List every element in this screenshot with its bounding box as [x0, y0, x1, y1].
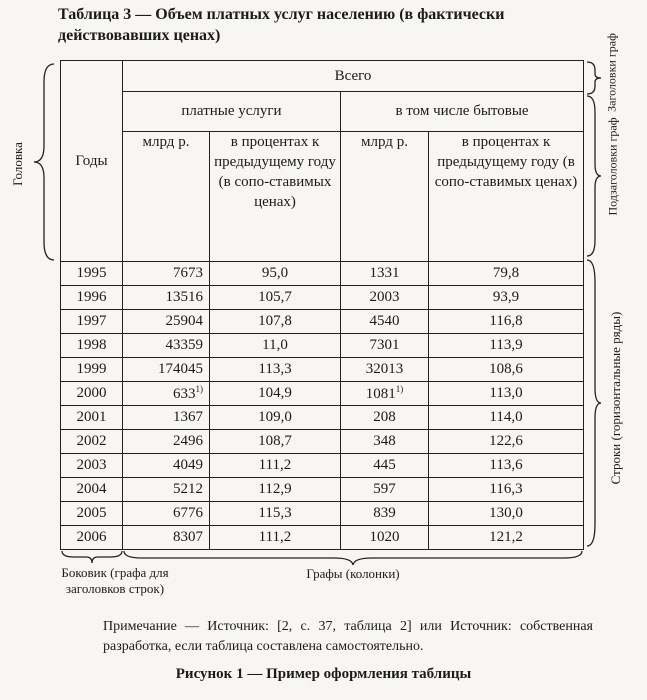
zagolovki-brace [585, 60, 603, 96]
household-bln-cell: 597 [341, 478, 429, 502]
paid-bln-cell: 633$^{1)}$ [123, 382, 210, 406]
paid-bln-cell: 7673 [123, 262, 210, 286]
household-percent-cell: 79,8 [429, 262, 584, 286]
household-bln-cell: 839 [341, 502, 429, 526]
footnote-mark: 1) [395, 384, 404, 394]
paid-percent-cell: 105,7 [210, 286, 341, 310]
table-title: Таблица 3 — Объем платных услуг населению (в фактически действовавших ценах) [58, 6, 505, 44]
year-cell: 1996 [61, 286, 123, 310]
household-bln-cell: 445 [341, 454, 429, 478]
table-row [61, 502, 584, 526]
paid-percent-cell: 113,3 [210, 358, 341, 382]
year-cell: 2005 [61, 502, 123, 526]
paid-percent-cell: 104,9 [210, 382, 341, 406]
paid-bln-cell: 8307 [123, 526, 210, 550]
bokovik-label: Боковик (графа для заголовков строк) [61, 565, 169, 596]
table-row [61, 478, 584, 502]
paid-bln-cell: 13516 [123, 286, 210, 310]
podzagolovki-brace [585, 94, 603, 258]
table-row [61, 526, 584, 550]
household-bln-cell: 1020 [341, 526, 429, 550]
year-cell: 2004 [61, 478, 123, 502]
paid-bln-cell: 6776 [123, 502, 210, 526]
header-vsego: Всего [123, 61, 584, 92]
household-bln-cell: 1081$^{1)}$ [341, 382, 429, 406]
stroki-brace [585, 258, 603, 548]
paid-bln-cell: 4049 [123, 454, 210, 478]
household-percent-cell: 113,6 [429, 454, 584, 478]
stroki-label: Строки (горизонтальные ряды) [608, 311, 623, 485]
table-row [61, 382, 584, 406]
household-percent-cell: 114,0 [429, 406, 584, 430]
household-percent-cell: 116,8 [429, 310, 584, 334]
household-bln-cell: 2003 [341, 286, 429, 310]
header-household-services: в том числе бытовые [341, 92, 584, 132]
year-cell: 2003 [61, 454, 123, 478]
table-row [61, 334, 584, 358]
table-row [61, 454, 584, 478]
paid-bln-cell: 1367 [123, 406, 210, 430]
grafy-label: Графы (колонки) [306, 566, 400, 581]
household-percent-cell: 93,9 [429, 286, 584, 310]
table-row [61, 310, 584, 334]
year-cell: 2006 [61, 526, 123, 550]
paid-bln-cell: 25904 [123, 310, 210, 334]
golovka-label: Головка [10, 142, 25, 186]
table-row [61, 286, 584, 310]
table-row [61, 430, 584, 454]
table-row [61, 358, 584, 382]
footnote-mark: 1) [195, 384, 203, 394]
paid-bln-cell: 43359 [123, 334, 210, 358]
header-bln-household: млрд р. [341, 132, 429, 262]
household-bln-cell: 4540 [341, 310, 429, 334]
podzagolovki-label: Подзаголовки граф [605, 117, 620, 216]
table-note: Примечание — Источник: [2, с. 37, таблица 2] или Источник: собственная разработка, если таблица составлена самостоятельно. [103, 619, 593, 654]
header-paid-services: платные услуги [123, 92, 341, 132]
data-table [60, 60, 584, 550]
bokovik-brace [60, 549, 124, 565]
paid-percent-cell: 111,2 [210, 526, 341, 550]
household-percent-cell: 121,2 [429, 526, 584, 550]
household-percent-cell: 130,0 [429, 502, 584, 526]
paid-percent-cell: 109,0 [210, 406, 341, 430]
paid-percent-cell: 11,0 [210, 334, 341, 358]
year-cell: 1995 [61, 262, 123, 286]
household-bln-cell: 348 [341, 430, 429, 454]
paid-percent-cell: 111,2 [210, 454, 341, 478]
table-row [61, 406, 584, 430]
year-cell: 1999 [61, 358, 123, 382]
paid-percent-cell: 112,9 [210, 478, 341, 502]
paid-bln-cell: 5212 [123, 478, 210, 502]
paid-bln-cell: 174045 [123, 358, 210, 382]
paid-percent-cell: 115,3 [210, 502, 341, 526]
paid-bln-cell: 2496 [123, 430, 210, 454]
household-percent-cell: 116,3 [429, 478, 584, 502]
paid-percent-cell: 108,7 [210, 430, 341, 454]
household-percent-cell: 113,9 [429, 334, 584, 358]
grafy-brace [122, 549, 584, 567]
paid-percent-cell: 107,8 [210, 310, 341, 334]
household-bln-cell: 1331 [341, 262, 429, 286]
table-row [61, 262, 584, 286]
household-percent-cell: 108,6 [429, 358, 584, 382]
household-bln-cell: 208 [341, 406, 429, 430]
header-percent-paid: в процентах к предыдущему году (в сопо-ставимых ценах) [210, 132, 341, 262]
header-bln-paid: млрд р. [123, 132, 210, 262]
household-bln-cell: 32013 [341, 358, 429, 382]
golovka-brace [30, 62, 58, 262]
household-bln-cell: 7301 [341, 334, 429, 358]
year-cell: 2000 [61, 382, 123, 406]
year-cell: 2002 [61, 430, 123, 454]
zagolovki-label: Заголовки граф [604, 33, 619, 112]
year-cell: 1997 [61, 310, 123, 334]
figure-caption: Рисунок 1 — Пример оформления таблицы [175, 666, 472, 682]
year-cell: 2001 [61, 406, 123, 430]
header-years: Годы [61, 61, 123, 262]
paid-percent-cell: 95,0 [210, 262, 341, 286]
year-cell: 1998 [61, 334, 123, 358]
header-percent-household: в процентах к предыдущему году (в сопо-ставимых ценах) [429, 132, 584, 262]
household-percent-cell: 113,0 [429, 382, 584, 406]
household-percent-cell: 122,6 [429, 430, 584, 454]
